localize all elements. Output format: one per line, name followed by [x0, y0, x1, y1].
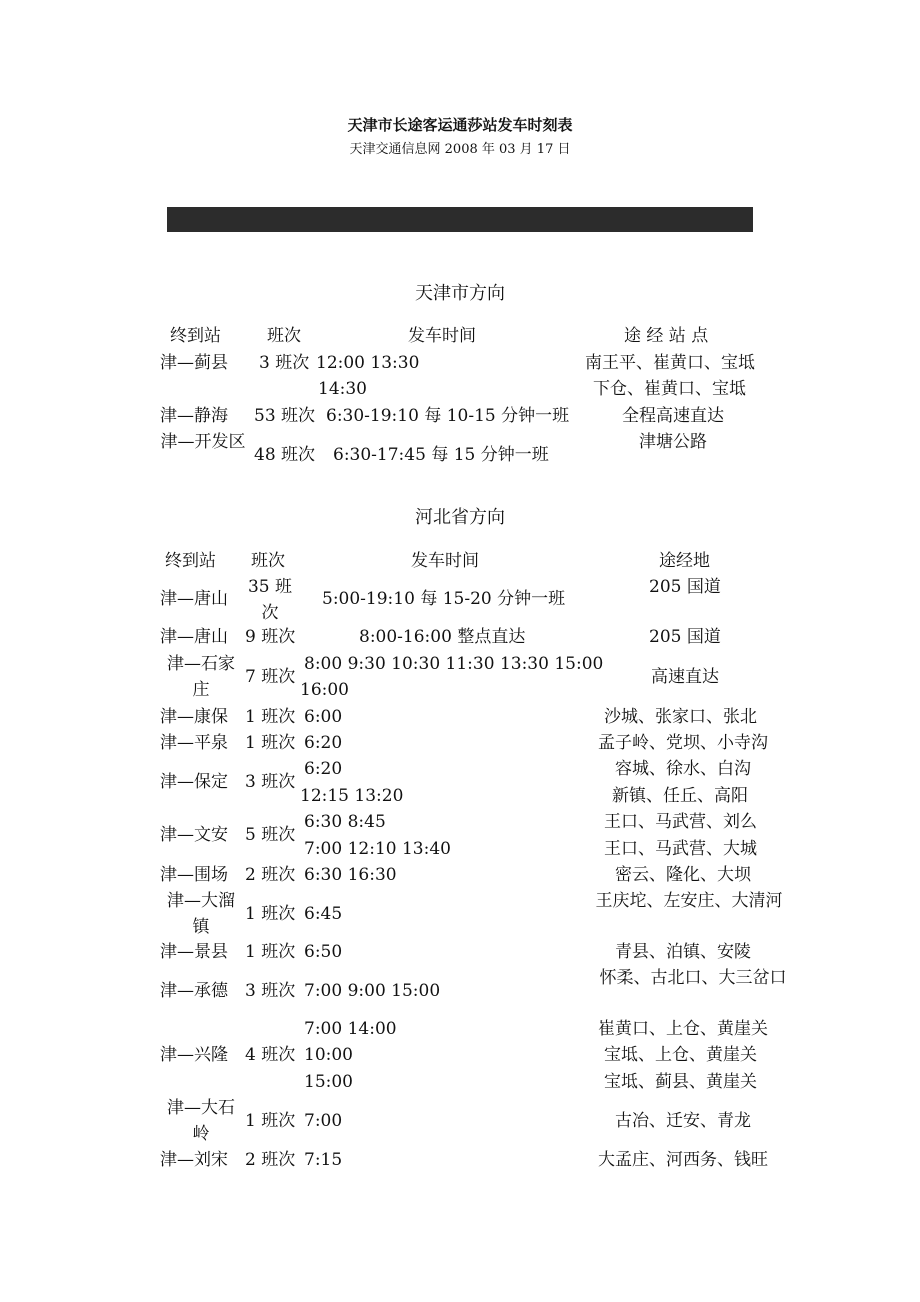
col-dest-header: 终到站 [170, 326, 221, 346]
table-row-dest: 津—石家庄 [167, 654, 235, 700]
table-row-count: 3 班次 [259, 353, 310, 373]
table-row-via: 高速直达 [651, 667, 719, 687]
table-row-time: 6:50 [304, 942, 343, 962]
table-row-count: 2 班次 [245, 1150, 296, 1170]
table-row-time: 5:00-19:10 每 15-20 分钟一班 [322, 589, 566, 609]
table-row-time: 7:15 [304, 1150, 343, 1170]
table-row-via: 津塘公路 [639, 432, 707, 452]
table-row-time: 6:30 8:45 [304, 812, 386, 832]
table-row-via: 205 国道 [649, 627, 721, 647]
table-row-count: 48 班次 [254, 445, 316, 465]
table-row-time: 6:20 [304, 733, 343, 753]
table-row-dest: 津—静海 [160, 406, 228, 426]
table-row-count: 1 班次 [245, 942, 296, 962]
table-row-via: 全程高速直达 [622, 406, 724, 426]
table-row-count: 53 班次 [254, 406, 316, 426]
col-time-header: 发车时间 [408, 326, 476, 346]
hebei-table [160, 545, 787, 1185]
table-row-count: 1 班次 [245, 707, 296, 727]
table-row-dest: 津—保定 [160, 772, 228, 792]
table-row-via: 宝坻、蓟县、黄崖关 [604, 1072, 757, 1092]
table-row-count: 35 班次 [247, 577, 293, 623]
table-row-count: 4 班次 [245, 1045, 296, 1065]
table-row-via: 崔黄口、上仓、黄崖关 [598, 1019, 768, 1039]
page-title: 天津市长途客运通莎站发车时刻表 [347, 116, 573, 134]
table-row-dest: 津—蓟县 [160, 353, 228, 373]
table-row-count: 5 班次 [245, 825, 296, 845]
table-row-dest: 津—唐山 [160, 627, 228, 647]
table-row-time: 7:00 [304, 1111, 343, 1131]
table-row-count: 2 班次 [245, 865, 296, 885]
table-row-dest: 津—唐山 [160, 589, 228, 609]
hebei-heading: 河北省方向 [415, 507, 505, 528]
table-row-via: 宝坻、上仓、黄崖关 [604, 1045, 757, 1065]
table-row-time: 8:00 9:30 10:30 11:30 13:30 15:00 [304, 654, 604, 674]
table-row-time: 6:30-17:45 每 15 分钟一班 [333, 445, 549, 465]
table-row-time: 6:20 [304, 759, 343, 779]
header-bar [167, 207, 753, 232]
table-row-via: 王口、马武营、大城 [604, 839, 757, 859]
table-row-dest: 津—大溜镇 [167, 891, 235, 937]
table-row-dest: 津—兴隆 [160, 1045, 228, 1065]
table-row-via: 新镇、任丘、高阳 [612, 786, 748, 806]
table-row-count: 1 班次 [245, 904, 296, 924]
table-row-time: 7:00 9:00 15:00 [304, 981, 441, 1001]
table-row-dest: 津—康保 [160, 707, 228, 727]
table-row-via: 古冶、迁安、青龙 [615, 1111, 751, 1131]
table-row-time: 10:00 [304, 1045, 353, 1065]
table-row-time: 16:00 [300, 680, 349, 700]
table-row-via: 容城、徐水、白沟 [615, 759, 751, 779]
table-row-via: 王庆坨、左安庄、大清河 [595, 891, 783, 911]
table-row-count: 1 班次 [245, 733, 296, 753]
table-row-time: 7:00 14:00 [304, 1019, 397, 1039]
table-row-time: 12:15 13:20 [300, 786, 404, 806]
table-row-count: 3 班次 [245, 772, 296, 792]
table-row-dest: 津—围场 [160, 865, 228, 885]
col-via-header: 途 经 站 点 [624, 326, 709, 346]
table-row-dest: 津—开发区 [160, 432, 246, 452]
table-row-time: 12:00 13:30 [316, 353, 420, 373]
table-row-via: 孟子岭、党坝、小寺沟 [598, 733, 768, 753]
col-dest-header: 终到站 [165, 551, 216, 571]
table-row-time: 8:00-16:00 整点直达 [359, 627, 526, 647]
tianjin-table [160, 320, 755, 480]
table-row-time: 6:30-19:10 每 10-15 分钟一班 [326, 406, 570, 426]
table-row-via: 下仓、崔黄口、宝坻 [593, 379, 746, 399]
table-row-dest: 津—承德 [160, 981, 228, 1001]
table-row-via: 南王平、崔黄口、宝坻 [585, 353, 755, 373]
table-row-via: 205 国道 [649, 577, 721, 597]
table-row-via: 密云、隆化、大坝 [615, 865, 751, 885]
table-row-dest: 津—大石岭 [167, 1098, 235, 1144]
col-count-header: 班次 [267, 326, 301, 346]
table-row-time: 14:30 [318, 379, 367, 399]
table-row-dest: 津—文安 [160, 825, 228, 845]
table-row-time: 6:00 [304, 707, 343, 727]
table-row-via: 大孟庄、河西务、钱旺 [598, 1150, 768, 1170]
page-subtitle: 天津交通信息网 2008 年 03 月 17 日 [349, 142, 571, 157]
tianjin-heading: 天津市方向 [415, 283, 505, 304]
table-row-count: 9 班次 [245, 627, 296, 647]
table-row-dest: 津—刘宋 [160, 1150, 228, 1170]
col-via-header: 途经地 [659, 551, 710, 571]
table-row-count: 1 班次 [245, 1111, 296, 1131]
table-row-count: 7 班次 [245, 667, 296, 687]
col-time-header: 发车时间 [411, 551, 479, 571]
table-row-time: 6:45 [304, 904, 343, 924]
col-count-header: 班次 [251, 551, 285, 571]
table-row-time: 6:30 16:30 [304, 865, 397, 885]
table-row-dest: 津—景县 [160, 942, 228, 962]
table-row-time: 15:00 [304, 1072, 353, 1092]
table-row-via: 王口、马武营、刘么 [604, 812, 757, 832]
table-row-via: 沙城、张家口、张北 [604, 707, 757, 727]
table-row-dest: 津—平泉 [160, 733, 228, 753]
table-row-count: 3 班次 [245, 981, 296, 1001]
table-row-via: 怀柔、古北口、大三岔口 [599, 968, 787, 988]
table-row-time: 7:00 12:10 13:40 [304, 839, 451, 859]
table-row-via: 青县、泊镇、安陵 [615, 942, 751, 962]
